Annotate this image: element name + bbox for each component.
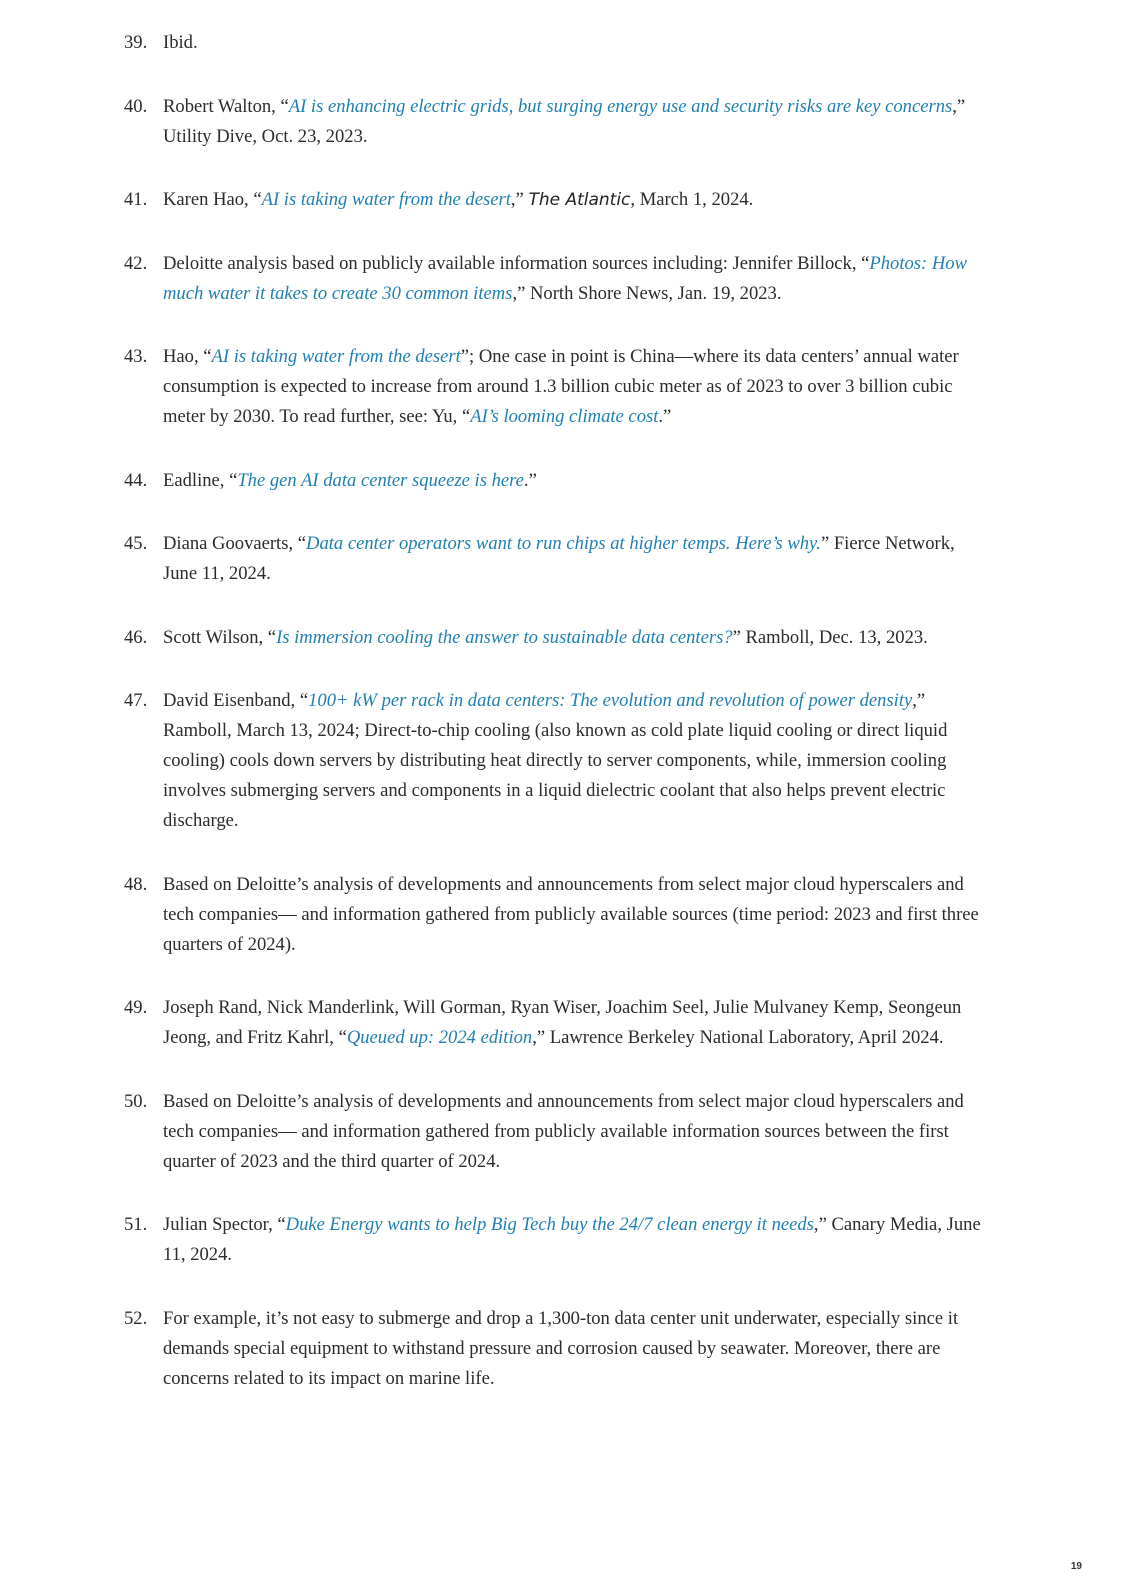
endnote-link[interactable]: AI is taking water from the desert [211,346,461,367]
endnote-text: ,” North Shore News, Jan. 19, 2023. [512,282,782,304]
endnote-text: Julian Spector, “ [163,1214,286,1235]
endnote-45 [124,529,984,589]
endnotes-list [124,28,984,1427]
endnote-number: 40. [124,95,148,117]
endnote-text: ” Ramboll, Dec. 13, 2023. [732,626,928,648]
endnote-text: ,” Canary Media, June 11, 2024. [163,1214,981,1265]
endnote-51 [124,1210,984,1270]
endnote-42 [124,249,984,309]
endnote-text: Eadline, “ [163,469,238,491]
endnote-link[interactable]: Duke Energy wants to help Big Tech buy the 24/7 clean energy it needs [285,1214,814,1235]
endnote-number: 39. [124,32,148,53]
endnote-text: Based on Deloitte’s analysis of developments and announcements from select major cloud hyperscalers and tech companies— and information gathered from publicly available information sources between the first quarter of 2023 and the third quarter of 2024. [163,1090,964,1172]
endnote-number: 49. [124,997,148,1018]
endnote-text: ” Fierce Network, June 11, 2024. [163,533,955,584]
endnote-44 [124,466,984,496]
endnote-number: 44. [124,469,148,491]
endnote-text: Diana Goovaerts, “ [163,533,307,554]
endnote-46 [124,623,984,653]
endnote-number: 42. [124,252,148,274]
endnote-text: , March 1, 2024. [630,189,754,210]
publication-title: The Atlantic [528,190,631,210]
endnote-text: ,” Utility Dive, Oct. 23, 2023. [163,95,966,147]
endnote-text: ,” [510,189,529,210]
endnote-text: David Eisenband, “ [163,690,309,711]
endnote-link[interactable]: Photos: How much water it takes to create 30 common items [163,252,968,304]
endnote-41 [124,185,984,215]
endnote-link[interactable]: AI is enhancing electric grids, but surging energy use and security risks are key concerns [288,95,953,117]
endnote-text: Scott Wilson, “ [163,626,277,648]
endnote-link[interactable]: The gen AI data center squeeze is here [237,469,524,491]
page-number: 19 [1070,1561,1082,1572]
endnote-52 [124,1304,984,1394]
endnote-link[interactable]: AI is taking water from the desert [261,189,511,210]
endnote-link[interactable]: AI’s looming climate cost [470,406,659,427]
endnote-number: 46. [124,626,148,648]
endnote-48 [124,870,984,960]
endnote-number: 45. [124,533,148,554]
endnote-text: Hao, “ [163,346,212,367]
endnote-text: .” [658,406,672,427]
endnote-number: 50. [124,1090,148,1112]
endnote-text: Robert Walton, “ [163,95,289,117]
endnote-link[interactable]: Data center operators want to run chips at higher temps. Here’s why. [306,533,821,554]
endnote-49 [124,993,984,1053]
endnote-link[interactable]: Queued up: 2024 edition [346,1027,533,1048]
endnote-text: Karen Hao, “ [163,189,262,210]
endnote-text: For example, it’s not easy to submerge and drop a 1,300-ton data center unit underwater, especially since it demands special equipment to withstand pressure and corrosion caused by seawater. Moreover, there are concerns related to its impact on marine life. [163,1307,959,1389]
endnote-47 [124,686,984,836]
endnote-text: Deloitte analysis based on publicly available information sources including: Jennifer Billock, “ [163,252,870,274]
endnote-text: Ibid. [163,32,198,53]
endnote-text: Based on Deloitte’s analysis of developments and announcements from select major cloud hyperscalers and tech companies— and information gathered from publicly available sources (time period: 2023 and first three quarters of 2024). [163,873,979,955]
endnote-43 [124,342,984,432]
endnote-number: 52. [124,1307,148,1329]
endnote-link[interactable]: Is immersion cooling the answer to sustainable data centers? [276,626,733,648]
endnote-number: 41. [124,189,148,210]
endnote-39 [124,28,984,58]
endnote-40 [124,92,984,152]
endnote-text: Joseph Rand, Nick Manderlink, Will Gorman, Ryan Wiser, Joachim Seel, Julie Mulvaney Kemp, Seongeun Jeong, and Fritz Kahrl, “ [163,997,962,1048]
endnote-text: ”; One case in point is China—where its data centers’ annual water consumption is expected to increase from around 1.3 billion cubic meter as of 2023 to over 3 billion cubic meter by 2030. To read further, see: Yu, “ [163,346,959,427]
endnote-link[interactable]: 100+ kW per rack in data centers: The evolution and revolution of power density [308,690,913,711]
endnote-text: .” [523,469,537,491]
endnote-number: 43. [124,346,148,367]
endnote-50 [124,1087,984,1177]
endnote-number: 48. [124,873,148,895]
endnote-text: ,” Ramboll, March 13, 2024; Direct-to-chip cooling (also known as cold plate liquid cooling or direct liquid cooling) cools down servers by distributing heat directly to server components, while, immersion cooling involves submerging servers and components in a liquid dielectric coolant that also helps prevent electric discharge. [163,690,948,831]
endnote-number: 47. [124,690,148,711]
endnote-number: 51. [124,1214,148,1235]
endnote-text: ,” Lawrence Berkeley National Laboratory, April 2024. [532,1027,944,1048]
